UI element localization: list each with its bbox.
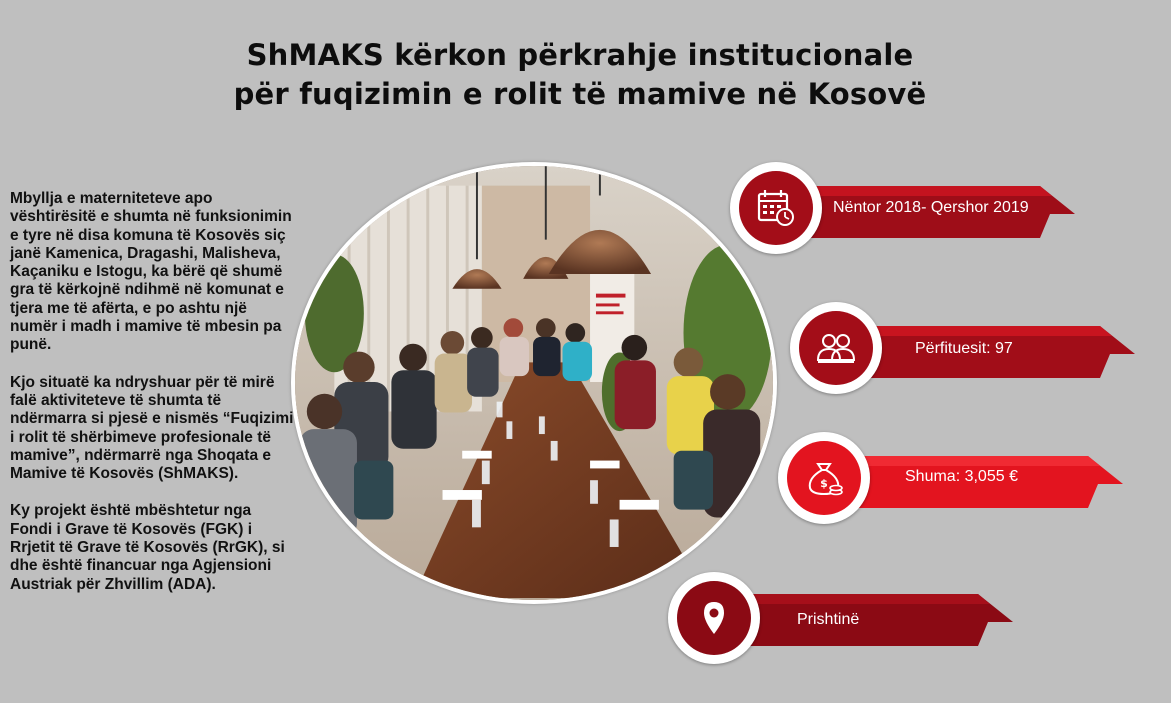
amount-label: Shuma: 3,055 € <box>905 468 1018 485</box>
amount-badge <box>778 432 870 524</box>
info-amount <box>808 438 1128 518</box>
title-line-1: ShMAKS kërkon përkrahje institucionale <box>246 38 914 72</box>
paragraph-1: Mbyllja e materniteteve apo vështirësitë e shumta në funksionimin e tyre në disa komuna të Kosovës siç janë Kamenica, Dragashi, Malisheva, Kaçaniku e Istogu, ka bërë që shumë gra të kërkojnë ndihmë në komunat e tjera me të afërta, e po ashtu një numër i madh i mamive të mbesin pa punë. <box>10 190 292 354</box>
paragraph-2: Kjo situatë ka ndryshuar për të mirë falë aktiviteteve të shumta të ndërmarra si pjesë e nismës “Fuqizimi i rolit të shërbimeve profesionale të mamive”, ndërmarrë nga Shoqata e Mamive të Kosovës (ShMAKS). <box>10 373 294 483</box>
period-label: Nëntor 2018- Qershor 2019 <box>833 199 1029 216</box>
location-label: Prishtinë <box>797 611 860 628</box>
money-bag-icon <box>802 456 846 500</box>
svg-text:$: $ <box>820 477 828 490</box>
location-badge <box>668 572 760 664</box>
title-line-2: për fuqizimin e rolit të mamive në Kosovë <box>233 77 927 111</box>
paragraph-3: Ky projekt është mbështetur nga Fondi i Grave të Kosovës (FGK) i Rrjetit të Grave të Kosovës (RrGK), si dhe është financuar nga Agjensioni Austriak për Zhvillim (ADA). <box>10 502 285 593</box>
info-beneficiaries <box>820 308 1140 388</box>
beneficiaries-label: Përfituesit: 97 <box>915 340 1013 357</box>
calendar-clock-icon <box>754 186 798 230</box>
info-location <box>698 580 1018 660</box>
people-icon <box>814 326 858 370</box>
ribbon-location <box>728 592 1013 650</box>
period-badge <box>730 162 822 254</box>
meeting-photo <box>291 162 777 604</box>
beneficiaries-badge <box>790 302 882 394</box>
article-text <box>10 190 295 613</box>
info-period <box>760 168 1080 248</box>
page-title <box>0 36 1160 114</box>
location-pin-icon <box>692 596 736 640</box>
